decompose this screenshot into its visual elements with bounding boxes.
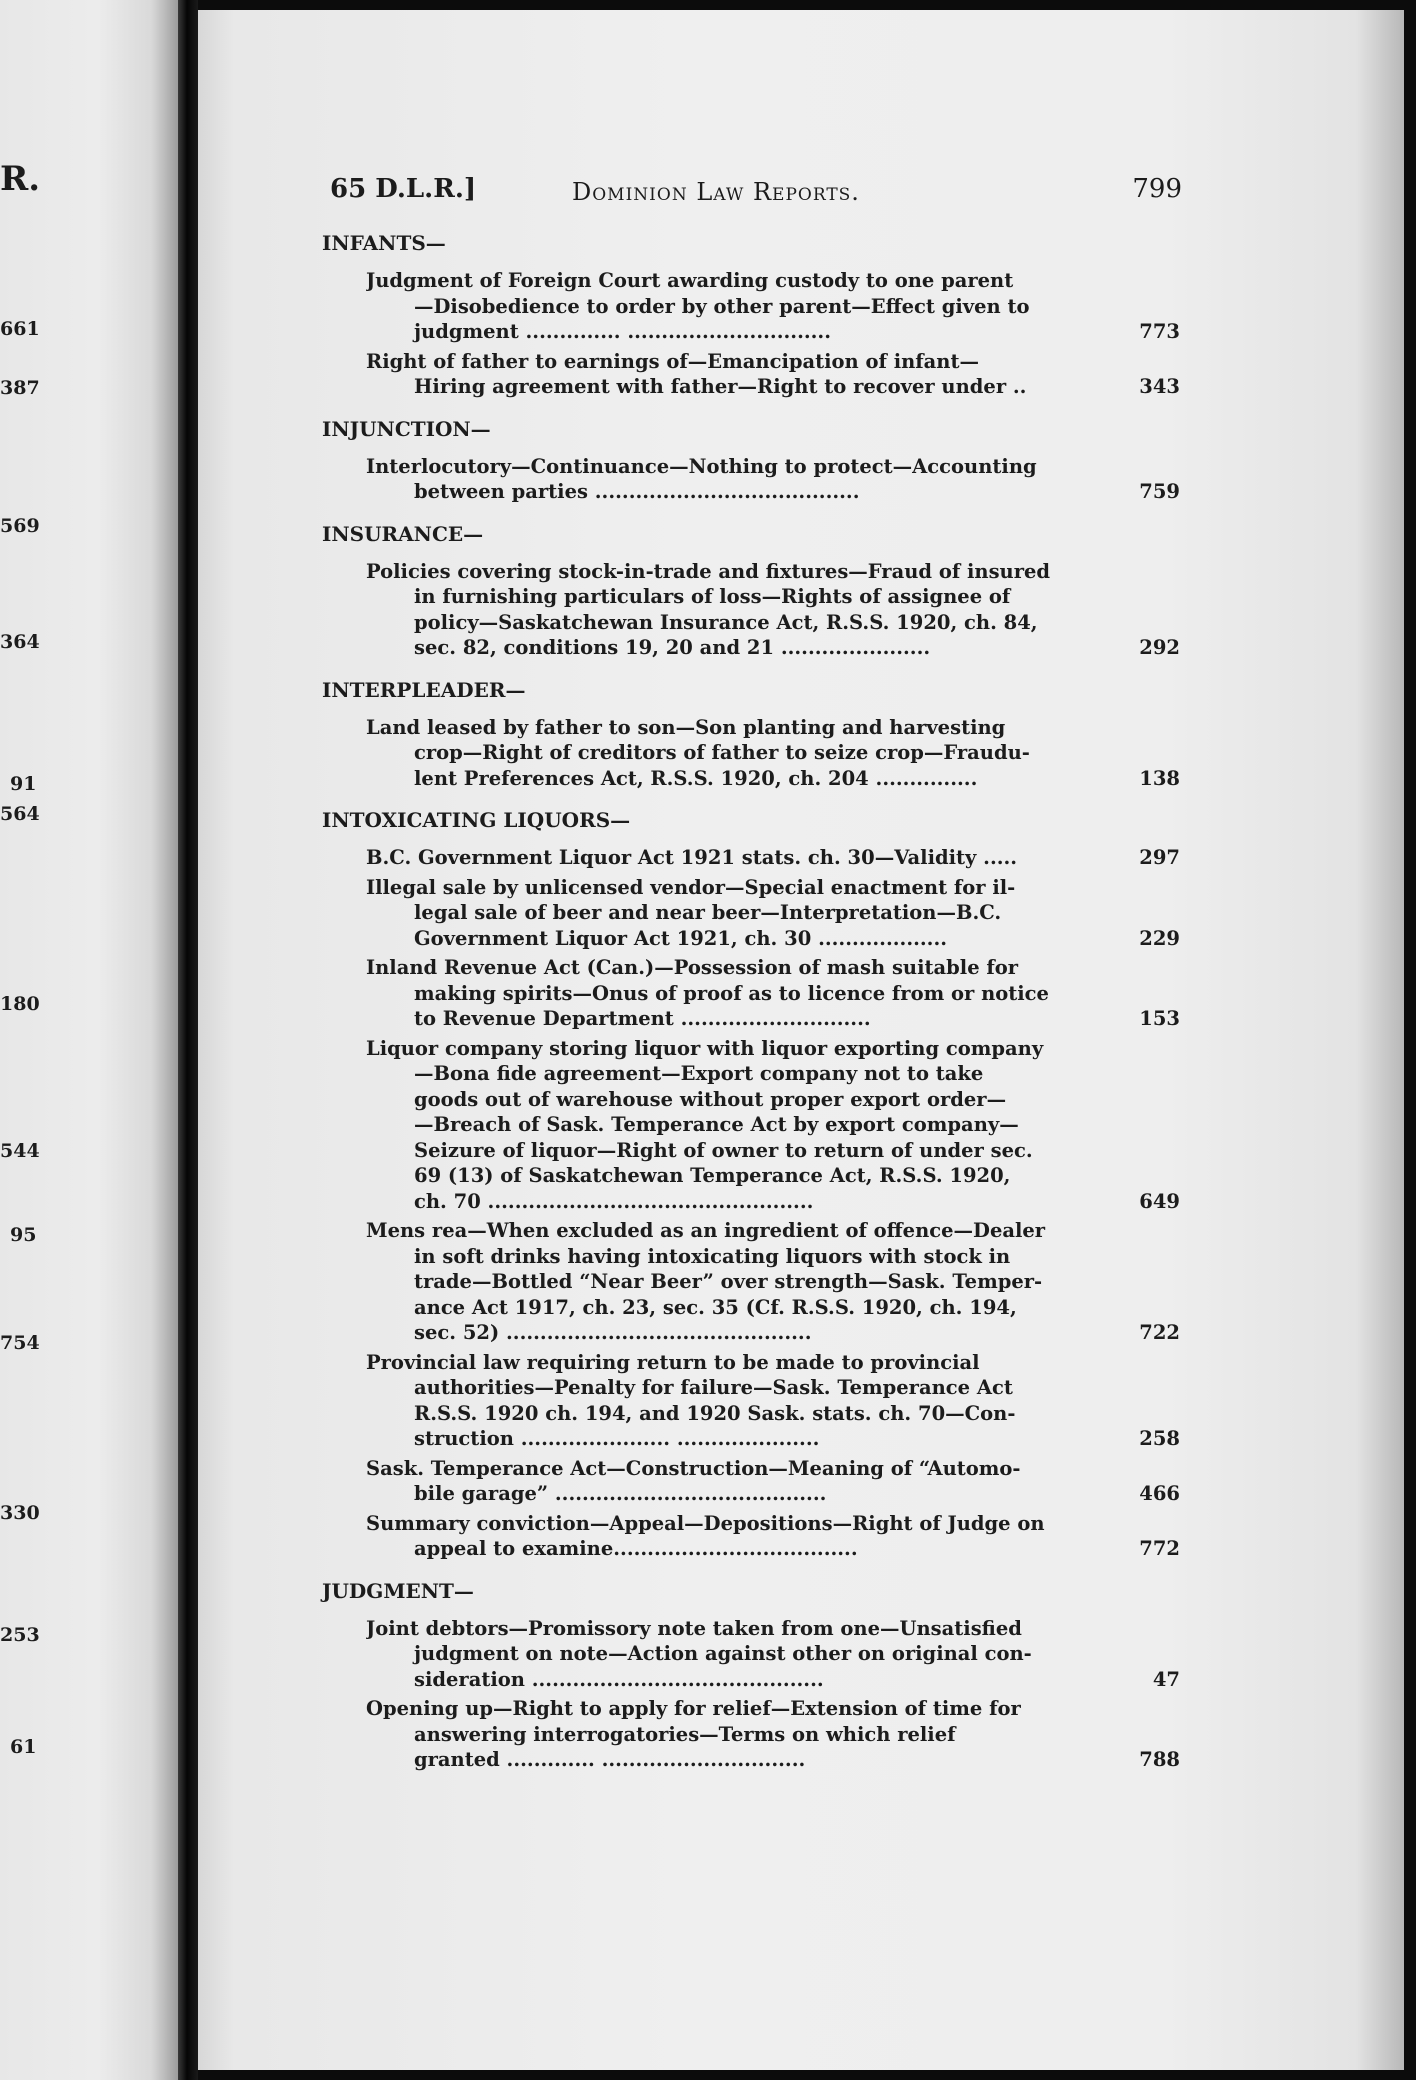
page-number: 799 (1132, 174, 1182, 204)
index-entry (322, 1350, 1180, 1452)
book-gutter (178, 0, 198, 2080)
entry-text (366, 875, 1122, 952)
page-reference: 722 (1139, 1321, 1180, 1344)
index-entry (322, 875, 1180, 952)
running-head (330, 162, 1182, 212)
facing-page-number: 95 (10, 1224, 37, 1246)
entry-line: Hiring agreement with father—Right to recover under .. (414, 375, 1027, 398)
entry-text (366, 268, 1122, 345)
facing-page-head-fragment: R. (0, 159, 41, 199)
entry-line: R.S.S. 1920 ch. 194, and 1920 Sask. stats. ch. 70—Con- (414, 1401, 1016, 1425)
entry-line: Mens rea—When excluded as an ingredient of offence—Dealer (366, 1219, 1046, 1242)
entry-text (366, 1696, 1122, 1773)
entry-text (366, 1036, 1122, 1215)
page-reference: 153 (1139, 1007, 1180, 1030)
entry-line: —Bona fide agreement—Export company not to take (414, 1062, 984, 1085)
page-reference: 772 (1139, 1537, 1180, 1560)
entry-line: lent Preferences Act, R.S.S. 1920, ch. 204 ............... (414, 766, 978, 790)
index-entry (322, 955, 1180, 1032)
facing-page-number: 253 (0, 1624, 40, 1646)
entry-text (366, 955, 1122, 1032)
entry-text (366, 349, 1122, 400)
entry-line: to Revenue Department ............................ (414, 1007, 871, 1030)
index-entry (322, 559, 1180, 661)
index-section (322, 521, 1180, 661)
page-reference: 138 (1139, 766, 1180, 790)
page-reference: 649 (1139, 1189, 1180, 1213)
entry-line: crop—Right of creditors of father to seize crop—Fraudu- (414, 741, 1030, 764)
entry-line: Land leased by father to son—Son planting and harvesting (366, 715, 1006, 739)
index-section (322, 807, 1180, 1562)
index-section (322, 1578, 1180, 1773)
entry-line: judgment .............. .............................. (414, 320, 832, 343)
facing-page-number: 91 (10, 773, 37, 795)
facing-page-number: 61 (10, 1736, 37, 1758)
page-reference: 292 (1139, 636, 1180, 659)
index-entry (322, 454, 1180, 505)
index-entry (322, 268, 1180, 345)
section-heading: INFANTS— (322, 231, 446, 255)
entry-line: 69 (13) of Saskatchewan Temperance Act, R.S.S. 1920, (414, 1164, 1011, 1187)
entry-line: Liquor company storing liquor with liquor exporting company (366, 1036, 1044, 1060)
entry-text (366, 559, 1122, 661)
section-heading: INJUNCTION— (322, 416, 491, 441)
entry-line: Seizure of liquor—Right of owner to return of under sec. (414, 1138, 1033, 1162)
entry-line: judgment on note—Action against other on original con- (414, 1642, 1032, 1665)
entry-line: in furnishing particulars of loss—Rights of assignee of (414, 585, 1011, 608)
entry-line: Illegal sale by unlicensed vendor—Special enactment for il- (366, 875, 1016, 899)
section-heading: INTERPLEADER— (322, 677, 526, 702)
index-entry (322, 1218, 1180, 1346)
section-heading: JUDGMENT— (322, 1578, 474, 1603)
entry-text (366, 454, 1122, 505)
entry-line: trade—Bottled “Near Beer” over strength—Sask. Temper- (414, 1270, 1043, 1293)
entry-text (366, 1218, 1122, 1346)
entry-line: legal sale of beer and near beer—Interpretation—B.C. (414, 901, 1002, 924)
page-reference: 47 (1152, 1667, 1180, 1691)
facing-page-number: 661 (0, 318, 40, 340)
facing-page-number: 569 (0, 515, 40, 537)
index-section (322, 677, 1180, 792)
entry-line: in soft drinks having intoxicating liquors with stock in (414, 1244, 1011, 1268)
entry-line: Interlocutory—Continuance—Nothing to protect—Accounting (366, 454, 1037, 478)
entry-line: —Disobedience to order by other parent—Effect given to (414, 294, 1030, 318)
entry-text (366, 1511, 1122, 1562)
subject-index (322, 230, 1180, 1789)
entry-text (366, 1456, 1122, 1507)
entry-line: appeal to examine.................................... (414, 1537, 858, 1560)
facing-page-number: 180 (0, 993, 40, 1015)
entry-line: bile garage” ........................................ (414, 1482, 827, 1505)
facing-page-edge (0, 0, 178, 2080)
facing-page-number: 387 (0, 377, 40, 399)
page-reference: 759 (1139, 480, 1180, 503)
entry-line: Right of father to earnings of—Emancipation of infant— (366, 349, 979, 373)
entry-line: authorities—Penalty for failure—Sask. Temperance Act (414, 1376, 1013, 1399)
entry-text (366, 715, 1122, 792)
facing-page-number: 754 (0, 1332, 40, 1354)
entry-line: sec. 82, conditions 19, 20 and 21 ...................... (414, 636, 931, 659)
page-reference: 297 (1139, 846, 1180, 869)
index-entry (322, 845, 1180, 871)
entry-line: Summary conviction—Appeal—Depositions—Right of Judge on (366, 1511, 1045, 1535)
entry-line: ance Act 1917, ch. 23, sec. 35 (Cf. R.S.S. 1920, ch. 194, (414, 1295, 1017, 1319)
entry-line: goods out of warehouse without proper export order— (414, 1087, 1007, 1111)
entry-line: B.C. Government Liquor Act 1921 stats. ch. 30—Validity ..... (366, 846, 1018, 869)
index-entry (322, 1036, 1180, 1215)
entry-line: between parties ....................................... (414, 480, 860, 503)
facing-page-number: 364 (0, 631, 40, 653)
index-entry (322, 1616, 1180, 1693)
entry-line: Policies covering stock-in-trade and fixtures—Fraud of insured (366, 559, 1051, 583)
index-entry (322, 715, 1180, 792)
entry-text (366, 1350, 1122, 1452)
page-title: Dominion Law Reports. (572, 178, 860, 206)
facing-page-number: 544 (0, 1140, 40, 1162)
entry-line: Sask. Temperance Act—Construction—Meaning of “Automo- (366, 1456, 1021, 1480)
entry-line: Government Liquor Act 1921, ch. 30 ................... (414, 926, 948, 950)
entry-line: making spirits—Onus of proof as to licence from or notice (414, 981, 1049, 1005)
entry-line: granted ............. .............................. (414, 1748, 806, 1771)
entry-text (366, 845, 1122, 871)
page-reference: 466 (1139, 1482, 1180, 1505)
facing-page-number: 330 (0, 1502, 40, 1524)
page-reference: 229 (1139, 926, 1180, 950)
index-section (322, 230, 1180, 400)
page-reference: 343 (1139, 375, 1180, 398)
volume-reference: 65 D.L.R.] (330, 174, 477, 204)
facing-page-number: 564 (0, 803, 40, 825)
index-entry (322, 1696, 1180, 1773)
index-section (322, 416, 1180, 505)
entry-line: Opening up—Right to apply for relief—Extension of time for (366, 1697, 1021, 1720)
entry-line: Inland Revenue Act (Can.)—Possession of mash suitable for (366, 956, 1019, 979)
section-heading: INTOXICATING LIQUORS— (322, 808, 631, 832)
index-entry (322, 1456, 1180, 1507)
entry-line: —Breach of Sask. Temperance Act by export company— (414, 1113, 1019, 1136)
entry-line: Joint debtors—Promissory note taken from one—Unsatisfied (366, 1616, 1022, 1640)
page-reference: 773 (1139, 320, 1180, 343)
entry-line: answering interrogatories—Terms on which relief (414, 1722, 956, 1746)
entry-line: struction ...................... ..................... (414, 1427, 820, 1450)
entry-line: ch. 70 ................................................ (414, 1189, 814, 1213)
page-reference: 788 (1139, 1748, 1180, 1771)
index-entry (322, 349, 1180, 400)
entry-text (366, 1616, 1122, 1693)
entry-line: Provincial law requiring return to be made to provincial (366, 1350, 980, 1374)
page-reference: 258 (1139, 1427, 1180, 1450)
entry-line: sec. 52) ............................................. (414, 1321, 812, 1344)
entry-line: sideration ........................................... (414, 1667, 824, 1691)
section-heading: INSURANCE— (322, 521, 484, 546)
entry-line: Judgment of Foreign Court awarding custody to one parent (366, 269, 1014, 292)
entry-line: policy—Saskatchewan Insurance Act, R.S.S. 1920, ch. 84, (414, 610, 1038, 634)
index-entry (322, 1511, 1180, 1562)
